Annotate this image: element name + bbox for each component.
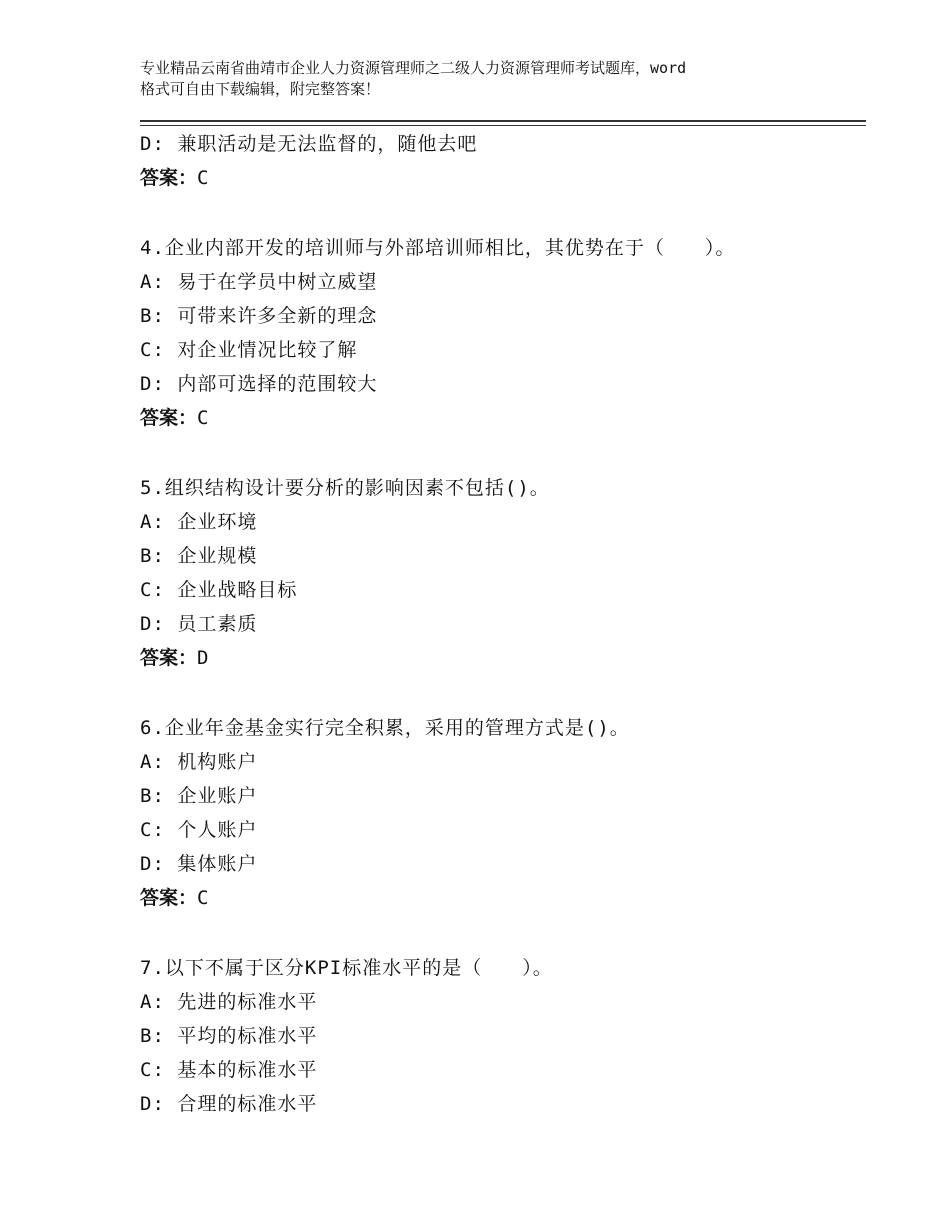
option-c: C: 基本的标准水平 bbox=[140, 1059, 318, 1081]
question-list bbox=[140, 127, 860, 1121]
option-a: A: 机构账户 bbox=[140, 751, 258, 773]
option-c: C: 对企业情况比较了解 bbox=[140, 339, 358, 361]
answer-label: 答案： bbox=[140, 647, 198, 669]
answer-value: C bbox=[197, 407, 209, 429]
header-rule-thin bbox=[140, 125, 866, 126]
question-4 bbox=[140, 231, 860, 435]
option-b: B: 可带来许多全新的理念 bbox=[140, 305, 378, 327]
answer-value: C bbox=[197, 887, 209, 909]
answer-line bbox=[140, 401, 860, 435]
option-c: C: 个人账户 bbox=[140, 819, 258, 841]
question-stem: 7.以下不属于区分KPI标准水平的是（ ）。 bbox=[140, 957, 553, 979]
header-line-1: 专业精品云南省曲靖市企业人力资源管理师之二级人力资源管理师考试题库，word bbox=[140, 59, 687, 77]
question-stem: 5.组织结构设计要分析的影响因素不包括()。 bbox=[140, 477, 550, 499]
question-5 bbox=[140, 471, 860, 675]
answer-line bbox=[140, 641, 860, 675]
answer-value: C bbox=[197, 167, 209, 189]
question-stem: 6.企业年金基金实行完全积累，采用的管理方式是()。 bbox=[140, 717, 630, 739]
header-line-2: 格式可自由下载编辑，附完整答案！ bbox=[140, 80, 381, 98]
answer-value: D bbox=[197, 647, 209, 669]
option-d: D: 员工素质 bbox=[140, 613, 258, 635]
answer-label: 答案： bbox=[140, 167, 198, 189]
question-stem: 4.企业内部开发的培训师与外部培训师相比，其优势在于（ ）。 bbox=[140, 237, 736, 259]
option-a: A: 企业环境 bbox=[140, 511, 258, 533]
answer-line bbox=[140, 161, 860, 195]
question-7 bbox=[140, 951, 860, 1121]
question-6 bbox=[140, 711, 860, 915]
option-d: D: 合理的标准水平 bbox=[140, 1093, 318, 1115]
option-d: D: 集体账户 bbox=[140, 853, 258, 875]
option-d: D: 兼职活动是无法监督的，随他去吧 bbox=[140, 133, 478, 155]
option-b: B: 企业规模 bbox=[140, 545, 258, 567]
header-rule-thick bbox=[140, 120, 866, 122]
answer-line bbox=[140, 881, 860, 915]
answer-label: 答案： bbox=[140, 887, 198, 909]
option-d: D: 内部可选择的范围较大 bbox=[140, 373, 378, 395]
option-b: B: 平均的标准水平 bbox=[140, 1025, 318, 1047]
option-c: C: 企业战略目标 bbox=[140, 579, 298, 601]
answer-label: 答案： bbox=[140, 407, 198, 429]
option-a: A: 先进的标准水平 bbox=[140, 991, 318, 1013]
document-header bbox=[140, 58, 840, 100]
option-b: B: 企业账户 bbox=[140, 785, 258, 807]
option-a: A: 易于在学员中树立威望 bbox=[140, 271, 378, 293]
